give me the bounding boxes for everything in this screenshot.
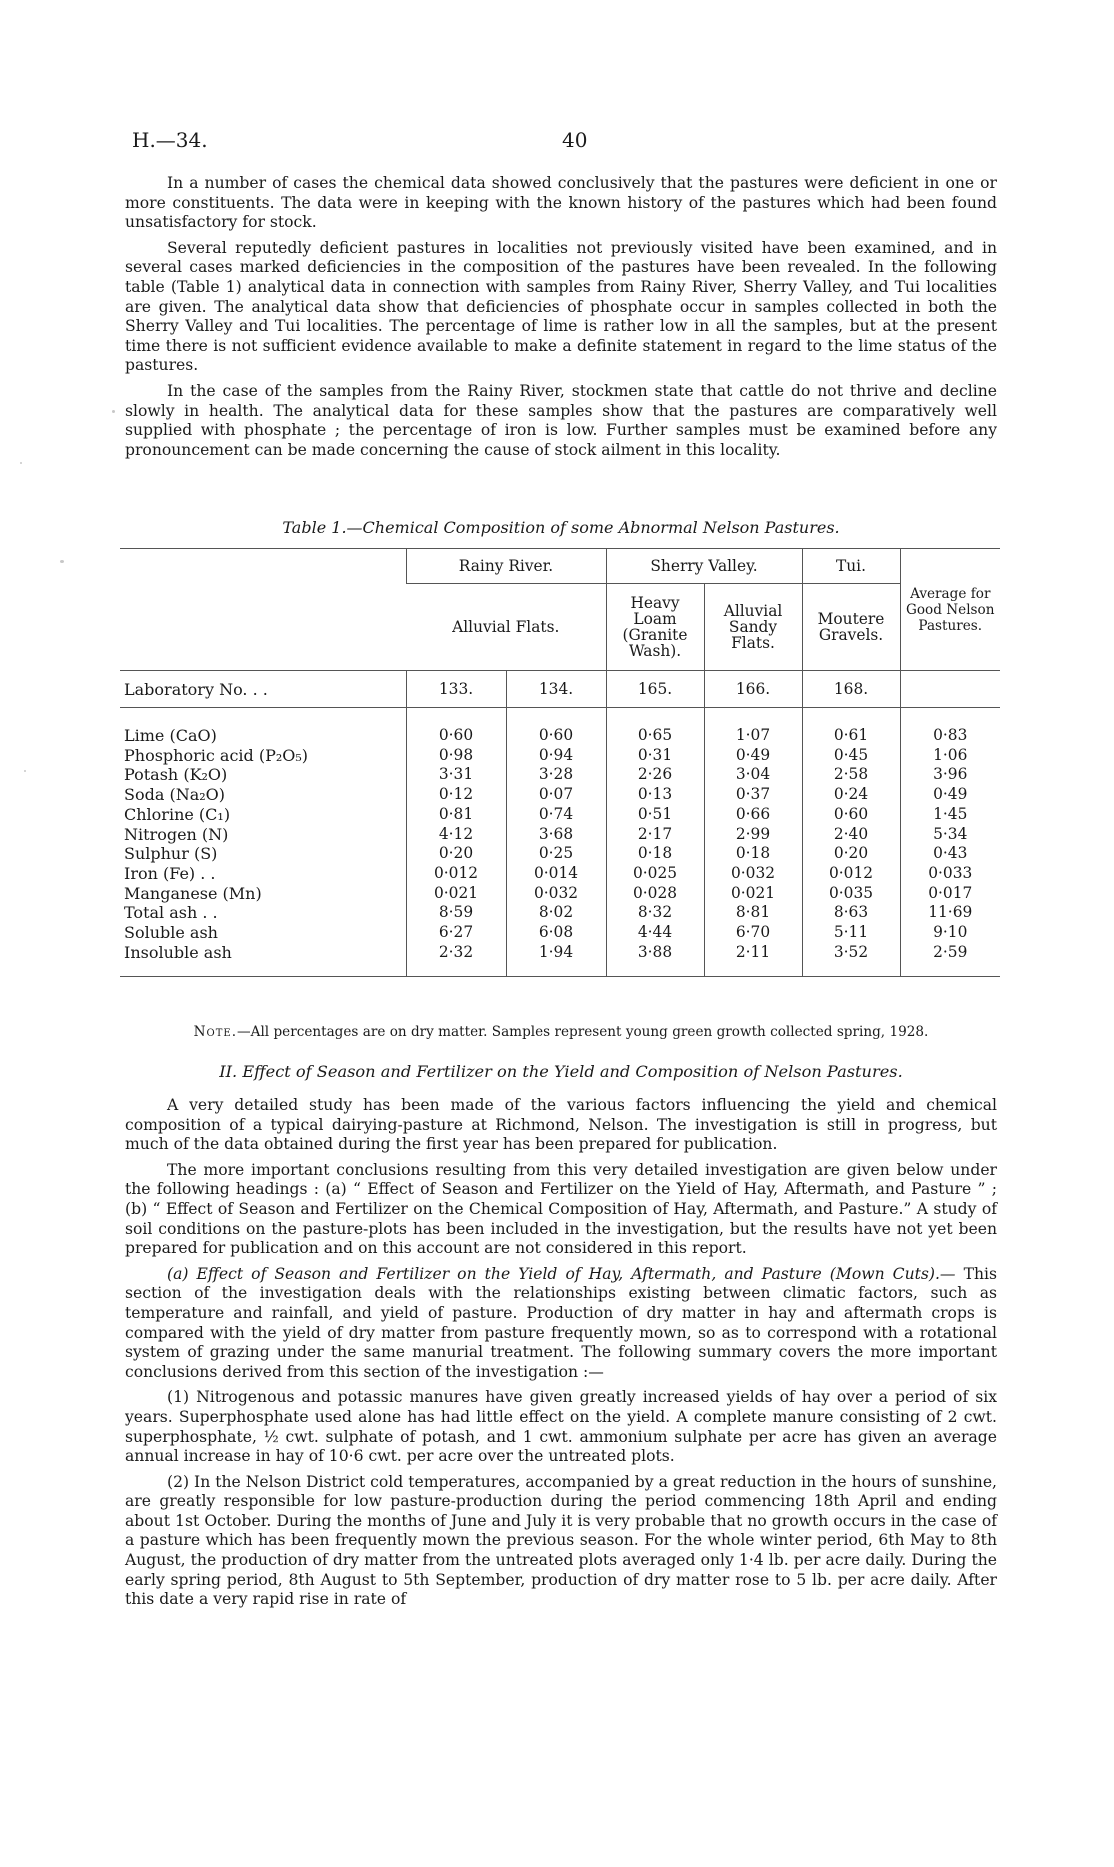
row-label: Sulphur (S) (124, 844, 218, 864)
row-label: Phosphoric acid (P₂O₅) (124, 745, 309, 765)
table-cell: 0·12 (406, 785, 506, 805)
table-cell: 0·60 (802, 805, 900, 825)
table-cell: 3·52 (802, 943, 900, 963)
numbered-paragraph: (1) Nitrogenous and potassic manures have given greatly increased yields of hay over a period of six years. Superphosphate used alone has had little effect on the yield. A complete manure consisting of 2 cwt. superphosphate, ½ cwt. sulphate of potash, and 1 cwt. ammonium sulphate per acre has given an average annual increase in hay of 10·6 cwt. per acre over the untreated plots. (125, 1388, 997, 1466)
lab-number-row (120, 671, 1000, 708)
lab-number-empty (900, 671, 1000, 708)
table-cell: 0·014 (506, 864, 606, 884)
table-cell: 8·63 (802, 903, 900, 923)
table-cell: 0·13 (606, 785, 704, 805)
table-cell: 0·98 (406, 746, 506, 766)
table-cell: 8·32 (606, 903, 704, 923)
subsection-text: This section of the investigation deals with the relationships existing between climatic factors, such as temperature and rainfall, and yield of pasture. Production of dry matter in hay and aftermath crops is compared with the yield of dry matter from pasture frequently mown, so as to correspond with a rotational system of grazing under the same manurial treatment. The following summary covers the more important conclusions derived from this section of the investigation :— (125, 1264, 997, 1381)
page-number: 40 (562, 128, 588, 152)
table-cell: 0·45 (802, 746, 900, 766)
subheader: Moutere Gravels. (802, 584, 900, 671)
table-cell: 4·12 (406, 825, 506, 845)
paragraph: The more important conclusions resulting from this very detailed investigation are given below under the following headings : (a) “ Effect of Season and Fertilizer on the Yield of Hay, Aftermath, and Pasture ” ; (b) “ Effect of Season and Fertilizer on the Chemical Composition of Hay, Aftermath, and Pasture.” A study of soil conditions on the pasture-plots has been included in the investigation, but the results have not yet been prepared for publication and on this account are not considered in this report. (125, 1160, 997, 1258)
table-cell: 3·31 (406, 765, 506, 785)
lab-number: 166. (704, 671, 802, 708)
scan-speck (60, 560, 64, 563)
table-cell: 0·49 (900, 785, 1000, 805)
subsection-paragraph (125, 1265, 997, 1383)
table-cell: 1·94 (506, 943, 606, 963)
table-cell: 0·035 (802, 884, 900, 904)
row-label: Insoluble ash (124, 942, 232, 962)
lab-number: 165. (606, 671, 704, 708)
table-cell: 0·033 (900, 864, 1000, 884)
table-cell: 9·10 (900, 923, 1000, 943)
lab-number: 134. (506, 671, 606, 708)
table-row (120, 765, 1000, 785)
table-row (120, 884, 1000, 904)
table-row (120, 825, 1000, 845)
lab-number: 168. (802, 671, 900, 708)
row-label: Nitrogen (N) (124, 824, 229, 844)
table-cell: 1·07 (704, 726, 802, 746)
table-cell: 2·26 (606, 765, 704, 785)
note-label: Note. (193, 1024, 238, 1040)
table-row (120, 746, 1000, 766)
row-label: Soda (Na₂O) (124, 785, 226, 805)
row-label: Soluble ash (124, 923, 218, 943)
table-cell: 0·65 (606, 726, 704, 746)
table-cell: 0·74 (506, 805, 606, 825)
scan-speck (24, 770, 26, 772)
row-label: Potash (K₂O) (124, 765, 228, 785)
table-cell: 0·24 (802, 785, 900, 805)
table-cell: 0·025 (606, 864, 704, 884)
table-row (120, 943, 1000, 963)
average-header: Average for Good Nelson Pastures. (900, 549, 1000, 671)
table-cell: 4·44 (606, 923, 704, 943)
subheader: Heavy Loam (Granite Wash). (606, 584, 704, 671)
table-cell: 2·40 (802, 825, 900, 845)
group-header: Sherry Valley. (606, 549, 802, 584)
table-cell: 0·37 (704, 785, 802, 805)
table-cell: 0·83 (900, 726, 1000, 746)
table-row (120, 785, 1000, 805)
section-text (125, 1096, 997, 1616)
table-cell: 0·49 (704, 746, 802, 766)
lab-number: 133. (406, 671, 506, 708)
table-cell: 3·88 (606, 943, 704, 963)
table-cell: 6·27 (406, 923, 506, 943)
table-cell: 2·17 (606, 825, 704, 845)
table-cell: 0·31 (606, 746, 704, 766)
table-cell: 1·06 (900, 746, 1000, 766)
table-cell: 5·11 (802, 923, 900, 943)
table-cell: 0·028 (606, 884, 704, 904)
row-label: Manganese (Mn) (124, 883, 262, 903)
table-cell: 0·20 (802, 844, 900, 864)
table-cell: 0·81 (406, 805, 506, 825)
table-cell: 8·81 (704, 903, 802, 923)
group-header: Tui. (802, 549, 900, 584)
table-cell: 0·60 (406, 726, 506, 746)
table-cell: 0·60 (506, 726, 606, 746)
table-cell: 3·28 (506, 765, 606, 785)
table-cell: 0·20 (406, 844, 506, 864)
page-header (132, 128, 992, 152)
row-label: Total ash . . (124, 903, 218, 923)
paragraph: A very detailed study has been made of the various factors influencing the yield and chemical composition of a typical dairying-pasture at Richmond, Nelson. The investigation is still in progress, but much of the data obtained during the first year has been prepared for publication. (125, 1096, 997, 1154)
table-cell: 0·032 (704, 864, 802, 884)
table-row (120, 805, 1000, 825)
table-cell: 0·021 (406, 884, 506, 904)
note-text: —All percentages are on dry matter. Samples represent young green growth collected spring, 1928. (237, 1024, 929, 1040)
chemical-composition-table (120, 548, 1000, 977)
table-cell: 0·18 (606, 844, 704, 864)
table-cell: 0·032 (506, 884, 606, 904)
table-cell: 2·11 (704, 943, 802, 963)
table-cell: 6·70 (704, 923, 802, 943)
table-cell: 2·59 (900, 943, 1000, 963)
intro-text (125, 174, 997, 466)
table-cell: 3·68 (506, 825, 606, 845)
table-row (120, 923, 1000, 943)
table-cell: 0·18 (704, 844, 802, 864)
scan-speck (112, 410, 115, 413)
subheader: Alluvial Sandy Flats. (704, 584, 802, 671)
section-heading: II. Effect of Season and Fertilizer on the Yield and Composition of Nelson Pastures. (219, 1062, 903, 1081)
table-row (120, 864, 1000, 884)
subheader: Alluvial Flats. (406, 584, 606, 671)
table-body (120, 726, 1000, 962)
numbered-paragraph: (2) In the Nelson District cold temperatures, accompanied by a great reduction in the hours of sunshine, are greatly responsible for low pasture-production during the period commencing 18th April and ending about 1st October. During the months of June and July it is very probable that no growth occurs in the case of a pasture which has been frequently mown the previous season. For the whole winter period, 6th May to 8th August, the production of dry matter from the untreated plots averaged only 1·4 lb. per acre daily. During the early spring period, 8th August to 5th September, production of dry matter rose to 5 lb. per acre daily. After this date a very rapid rise in rate of (125, 1472, 997, 1609)
table-cell: 0·07 (506, 785, 606, 805)
group-header: Rainy River. (406, 549, 606, 584)
paragraph: In the case of the samples from the Rainy River, stockmen state that cattle do not thrive and decline slowly in health. The analytical data for these samples show that the pastures are comparatively well supplied with phosphate ; the percentage of iron is low. Further samples must be examined before any pronouncement can be made concerning the cause of stock ailment in this locality. (125, 381, 997, 459)
scan-speck (20, 462, 22, 464)
table-cell: 0·021 (704, 884, 802, 904)
table-cell: 1·45 (900, 805, 1000, 825)
table-cell: 11·69 (900, 903, 1000, 923)
table-row (120, 726, 1000, 746)
table-cell: 0·43 (900, 844, 1000, 864)
table-caption: Table 1.—Chemical Composition of some Abnormal Nelson Pastures. (282, 518, 840, 537)
table-cell: 0·25 (506, 844, 606, 864)
table-cell: 5·34 (900, 825, 1000, 845)
table-cell: 8·59 (406, 903, 506, 923)
row-label: Chlorine (C₁) (124, 804, 231, 824)
table-cell: 2·32 (406, 943, 506, 963)
table-cell: 3·04 (704, 765, 802, 785)
table-cell: 0·66 (704, 805, 802, 825)
table-cell: 0·012 (406, 864, 506, 884)
row-label: Lime (CaO) (124, 726, 217, 745)
subsection-title: (a) Effect of Season and Fertilizer on the Yield of Hay, Aftermath, and Pasture (Mown Cuts).— (167, 1264, 956, 1283)
table-cell: 0·51 (606, 805, 704, 825)
table-cell: 0·012 (802, 864, 900, 884)
table-row (120, 903, 1000, 923)
table-cell: 0·94 (506, 746, 606, 766)
table-cell: 0·017 (900, 884, 1000, 904)
paragraph: Several reputedly deficient pastures in localities not previously visited have been examined, and in several cases marked deficiencies in the composition of the pastures have been revealed. In the following table (Table 1) analytical data in connection with samples from Rainy River, Sherry Valley, and Tui localities are given. The analytical data show that deficiencies of phosphate occur in samples collected in both the Sherry Valley and Tui localities. The percentage of lime is rather low in all the samples, but at the present time there is not sufficient evidence available to make a definite statement in regard to the lime status of the pastures. (125, 238, 997, 375)
table-cell: 2·99 (704, 825, 802, 845)
stub-header (120, 549, 406, 671)
table-cell: 3·96 (900, 765, 1000, 785)
report-reference: H.—34. (132, 128, 208, 152)
table-cell: 8·02 (506, 903, 606, 923)
table-cell: 0·61 (802, 726, 900, 746)
table-row (120, 844, 1000, 864)
table-note (125, 1024, 997, 1040)
paragraph: In a number of cases the chemical data showed conclusively that the pastures were deficient in one or more constituents. The data were in keeping with the known history of the pastures which had been found unsatisfactory for stock. (125, 174, 997, 232)
table-cell: 6·08 (506, 923, 606, 943)
table-cell: 2·58 (802, 765, 900, 785)
lab-label: Laboratory No. . . (120, 671, 406, 708)
row-label: Iron (Fe) . . (124, 863, 216, 883)
